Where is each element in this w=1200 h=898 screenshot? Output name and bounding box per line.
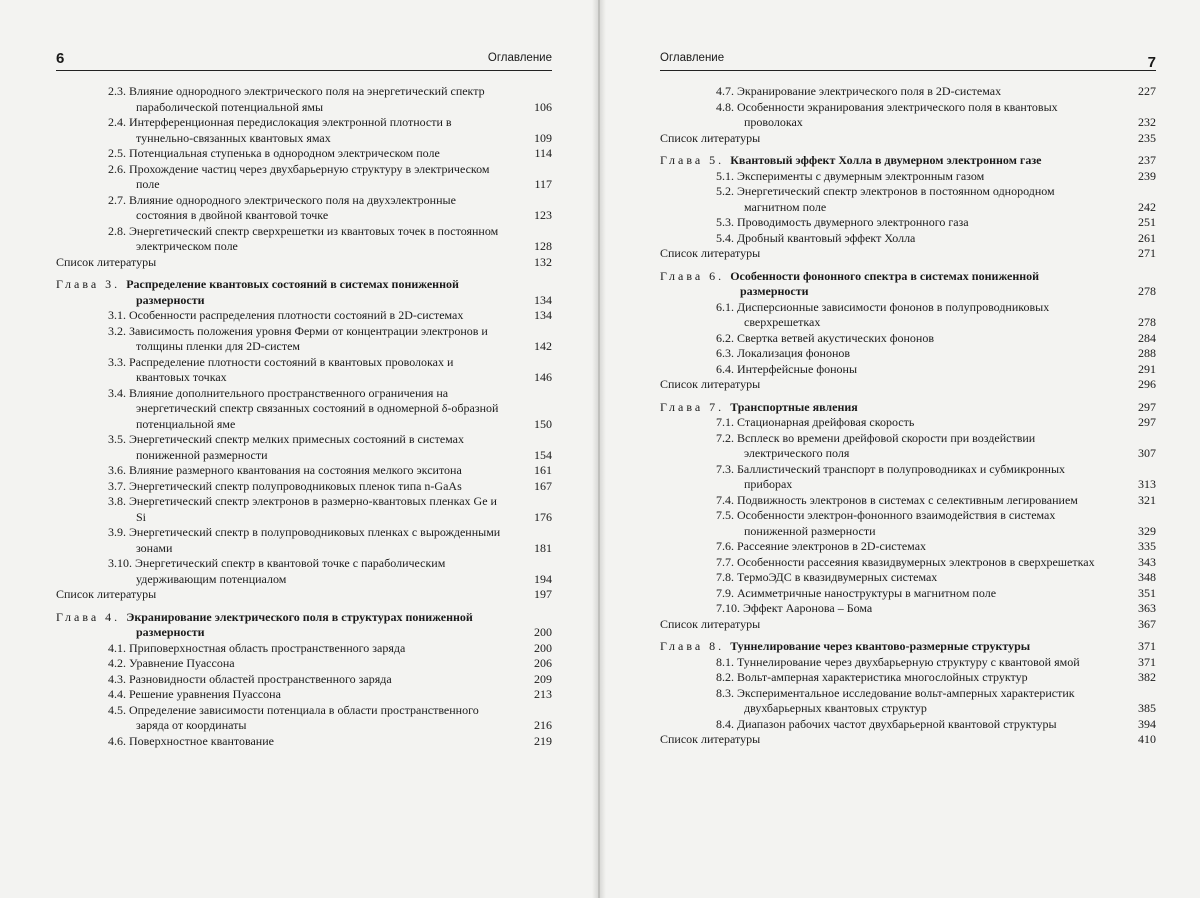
chapter-label: Глава 4. <box>56 609 127 624</box>
references-title: Список литературы <box>660 616 761 631</box>
toc-page-number: 394 <box>1138 716 1156 731</box>
section-number: 3.9. <box>108 525 129 539</box>
section-title: Свертка ветвей акустических фононов <box>737 330 934 345</box>
toc-chapter <box>660 400 1156 416</box>
chapter-label: Глава 5. <box>660 153 731 167</box>
toc-page-number: 232 <box>1138 115 1156 129</box>
section-title: Экранирование электрического поля в 2D-системах <box>737 84 1002 98</box>
toc-section <box>56 463 552 479</box>
section-number: 3.8. <box>108 494 129 508</box>
section-number: 8.1. <box>716 654 737 669</box>
toc-page-number: 335 <box>1138 539 1156 553</box>
section-title: Рассеяние электронов в 2D-системах <box>737 539 927 553</box>
toc-section <box>660 570 1156 586</box>
page-header <box>56 48 552 71</box>
toc-page-number: 154 <box>534 447 552 462</box>
references-title: Список литературы <box>660 246 761 260</box>
section-title: Дробный квантовый эффект Холла <box>737 230 916 245</box>
toc-section <box>660 431 1156 462</box>
section-number: 5.3. <box>716 215 737 229</box>
toc-page-number: 117 <box>534 177 552 191</box>
toc-page-number: 367 <box>1138 616 1156 631</box>
section-number: 4.6. <box>108 733 129 748</box>
section-number: 3.2. <box>108 323 129 338</box>
toc-section <box>56 193 552 224</box>
toc-page-number: 134 <box>534 292 552 307</box>
section-number: 4.8. <box>716 99 737 114</box>
section-title: Влияние однородного электрического поля на двухэлектронные состояния в двойной квантовой точке <box>129 192 456 222</box>
toc-section <box>56 162 552 193</box>
toc-page-number: 251 <box>1138 215 1156 229</box>
section-number: 4.5. <box>108 702 129 717</box>
section-title: Баллистический транспорт в полупроводниках и субмикронных приборах <box>737 461 1066 491</box>
section-number: 2.4. <box>108 115 129 129</box>
references-title: Список литературы <box>660 732 761 746</box>
section-title: Энергетический спектр мелких примесных состояний в системах пониженной размерности <box>129 432 464 462</box>
table-of-contents <box>56 84 552 749</box>
toc-section <box>56 703 552 734</box>
section-number: 2.5. <box>108 146 129 160</box>
section-number: 7.5. <box>716 508 737 522</box>
toc-chapter <box>56 610 552 641</box>
section-title: Вольт-амперная характеристика многослойных структур <box>737 670 1028 684</box>
toc-section <box>660 717 1156 733</box>
toc-section <box>660 215 1156 231</box>
toc-section <box>56 324 552 355</box>
section-number: 3.6. <box>108 463 129 477</box>
section-number: 3.5. <box>108 432 129 446</box>
section-number: 4.4. <box>108 687 129 701</box>
toc-section <box>56 84 552 115</box>
toc-page-number: 106 <box>534 99 552 114</box>
chapter-title: Особенности фононного спектра в системах пониженной размерности <box>730 268 1040 298</box>
toc-page-number: 410 <box>1138 732 1156 746</box>
toc-page-number: 176 <box>534 509 552 524</box>
toc-section <box>56 641 552 657</box>
toc-page-number: 216 <box>534 718 552 732</box>
section-number: 7.8. <box>716 570 737 584</box>
chapter-label: Глава 6. <box>660 268 731 283</box>
toc-page-number: 219 <box>534 733 552 748</box>
toc-section <box>56 386 552 433</box>
section-number: 6.2. <box>716 330 737 345</box>
section-title: Особенности распределения плотности состояний в 2D-системах <box>129 308 464 322</box>
toc-section <box>660 362 1156 378</box>
references-title: Список литературы <box>56 587 157 601</box>
toc-section <box>56 525 552 556</box>
toc-section <box>56 687 552 703</box>
toc-page-number: 181 <box>534 540 552 555</box>
section-title: Туннелирование через двухбарьерную структуру с квантовой ямой <box>737 654 1080 669</box>
toc-section <box>56 308 552 324</box>
toc-page-number: 297 <box>1138 415 1156 429</box>
toc-section <box>660 601 1156 617</box>
section-title: Решение уравнения Пуассона <box>129 687 281 701</box>
toc-section <box>660 586 1156 602</box>
toc-page-number: 109 <box>534 130 552 145</box>
section-title: Проводимость двумерного электронного газа <box>737 215 969 229</box>
toc-references <box>660 377 1156 393</box>
toc-page-number: 239 <box>1138 168 1156 183</box>
section-title: Подвижность электронов в системах с селективным легированием <box>737 492 1078 507</box>
toc-page-number: 297 <box>1138 399 1156 414</box>
toc-section <box>660 231 1156 247</box>
toc-section <box>660 655 1156 671</box>
toc-page-number: 382 <box>1138 670 1156 684</box>
section-number: 5.1. <box>716 168 737 183</box>
references-title: Список литературы <box>660 130 761 145</box>
toc-page-number: 363 <box>1138 601 1156 615</box>
chapter-title: Квантовый эффект Холла в двумерном электронном газе <box>730 153 1042 167</box>
toc-section <box>56 355 552 386</box>
toc-section <box>660 415 1156 431</box>
section-title: Дисперсионные зависимости фононов в полупроводниковых сверхрешетках <box>737 299 1050 329</box>
toc-page-number: 237 <box>1138 153 1156 167</box>
toc-page-number: 200 <box>534 625 552 639</box>
section-title: Энергетический спектр в полупроводниковых пленках с вырожденными зонами <box>129 525 501 555</box>
toc-section <box>660 331 1156 347</box>
toc-page-number: 114 <box>534 146 552 160</box>
toc-page-number: 167 <box>534 478 552 493</box>
section-number: 2.3. <box>108 84 129 98</box>
toc-section <box>660 300 1156 331</box>
section-number: 7.3. <box>716 461 737 476</box>
toc-page-number: 291 <box>1138 361 1156 376</box>
toc-page-number: 307 <box>1138 446 1156 460</box>
toc-section <box>56 479 552 495</box>
toc-page-number: 288 <box>1138 346 1156 360</box>
section-number: 4.2. <box>108 656 129 670</box>
book-gutter <box>592 0 606 898</box>
section-number: 6.1. <box>716 299 737 314</box>
toc-section <box>660 346 1156 362</box>
toc-section <box>660 686 1156 717</box>
section-number: 3.4. <box>108 385 129 400</box>
toc-section <box>660 493 1156 509</box>
section-title: Особенности экранирования электрического поля в квантовых проволоках <box>737 99 1058 129</box>
section-title: Диапазон рабочих частот двухбарьерной квантовой структуры <box>737 716 1057 731</box>
section-number: 3.3. <box>108 354 129 369</box>
toc-chapter <box>660 639 1156 655</box>
section-number: 3.1. <box>108 308 129 322</box>
toc-references <box>660 131 1156 147</box>
section-title: Энергетический спектр полупроводниковых пленок типа n-GaAs <box>129 478 462 493</box>
toc-page-number: 385 <box>1138 701 1156 715</box>
section-title: Прохождение частиц через двухбарьерную структуру в электрическом поле <box>129 161 490 191</box>
toc-page-number: 271 <box>1138 246 1156 260</box>
toc-page-number: 284 <box>1138 330 1156 345</box>
section-number: 4.7. <box>716 84 737 98</box>
section-title: Энергетический спектр в квантовой точке с параболическим удерживающим потенциалом <box>135 556 446 586</box>
toc-page-number: 206 <box>534 656 552 670</box>
toc-section <box>660 539 1156 555</box>
toc-chapter <box>56 277 552 308</box>
toc-section <box>56 432 552 463</box>
section-number: 8.2. <box>716 670 737 684</box>
section-title: Уравнение Пуассона <box>129 656 235 670</box>
toc-section <box>660 100 1156 131</box>
section-number: 4.1. <box>108 640 129 655</box>
section-title: Приповерхностная область пространственного заряда <box>129 640 406 655</box>
toc-page-number: 150 <box>534 416 552 431</box>
toc-section <box>56 734 552 750</box>
toc-references <box>56 587 552 603</box>
section-title: Разновидности областей пространственного заряда <box>129 671 392 686</box>
section-title: Энергетический спектр сверхрешетки из квантовых точек в постоянном электрическом поле <box>129 223 499 253</box>
toc-page-number: 321 <box>1138 492 1156 507</box>
chapter-title: Туннелирование через квантово-размерные структуры <box>730 639 1031 653</box>
toc-page-number: 235 <box>1138 130 1156 145</box>
section-title: Стационарная дрейфовая скорость <box>737 415 915 429</box>
toc-section <box>660 670 1156 686</box>
toc-page-number: 134 <box>534 308 552 322</box>
section-title: Поверхностное квантование <box>129 733 274 748</box>
section-number: 2.7. <box>108 192 129 207</box>
section-number: 7.2. <box>716 430 737 445</box>
section-title: ТермоЭДС в квазидвумерных системах <box>737 570 938 584</box>
section-title: Локализация фононов <box>737 346 851 360</box>
section-title: Распределение плотности состояний в квантовых проволоках и квантовых точках <box>129 354 454 384</box>
section-title: Всплеск во времени дрейфовой скорости при воздействии электрического поля <box>737 430 1036 460</box>
toc-page-number: 123 <box>534 208 552 222</box>
section-number: 2.6. <box>108 161 129 176</box>
toc-page-number: 128 <box>534 239 552 253</box>
toc-section <box>660 508 1156 539</box>
section-number: 7.10. <box>716 601 743 615</box>
toc-chapter <box>660 269 1156 300</box>
toc-section <box>660 84 1156 100</box>
chapter-title: Экранирование электрического поля в структурах пониженной размерности <box>126 609 473 639</box>
section-title: Эксперименты с двумерным электронным газом <box>737 168 985 183</box>
section-title: Эффект Ааронова – Бома <box>743 601 873 615</box>
toc-page-number: 351 <box>1138 585 1156 600</box>
toc-page-number: 197 <box>534 587 552 601</box>
section-number: 7.9. <box>716 585 737 600</box>
section-title: Экспериментальное исследование вольт-амперных характеристик двухбарьерных квантовых структур <box>737 685 1075 715</box>
toc-section <box>660 555 1156 571</box>
section-title: Влияние размерного квантования на состояния мелкого экситона <box>129 463 462 477</box>
section-title: Энергетический спектр электронов в размерно-квантовых пленках Ge и Si <box>129 494 497 524</box>
section-title: Зависимость положения уровня Ферми от концентрации электронов и толщины пленки для 2D-систем <box>129 323 488 353</box>
toc-page-number: 132 <box>534 254 552 269</box>
table-of-contents <box>660 84 1156 748</box>
toc-page-number: 209 <box>534 671 552 686</box>
toc-section <box>660 462 1156 493</box>
toc-page-number: 371 <box>1138 639 1156 653</box>
running-title: Оглавление <box>660 52 725 64</box>
references-title: Список литературы <box>56 254 157 269</box>
section-number: 3.10. <box>108 556 135 570</box>
section-number: 7.7. <box>716 554 737 569</box>
section-title: Влияние однородного электрического поля на энергетический спектр параболической потенциальной ямы <box>129 84 485 114</box>
section-title: Особенности рассеяния квазидвумерных электронов в сверхрешетках <box>737 554 1095 569</box>
toc-section <box>56 146 552 162</box>
section-number: 5.2. <box>716 184 737 198</box>
toc-page-number: 242 <box>1138 199 1156 214</box>
section-number: 2.8. <box>108 223 129 238</box>
toc-page-number: 313 <box>1138 477 1156 491</box>
toc-page-number: 348 <box>1138 570 1156 584</box>
toc-page-number: 329 <box>1138 523 1156 538</box>
toc-chapter <box>660 153 1156 169</box>
chapter-title: Транспортные явления <box>730 399 858 414</box>
chapter-label: Глава 7. <box>660 399 731 414</box>
section-number: 7.1. <box>716 415 737 429</box>
section-number: 6.3. <box>716 346 737 360</box>
section-number: 4.3. <box>108 671 129 686</box>
chapter-label: Глава 8. <box>660 639 731 653</box>
toc-section <box>660 169 1156 185</box>
toc-page-number: 142 <box>534 339 552 353</box>
page-header <box>660 48 1156 71</box>
toc-page-number: 200 <box>534 640 552 655</box>
toc-section <box>56 656 552 672</box>
toc-page-number: 278 <box>1138 284 1156 298</box>
toc-references <box>660 617 1156 633</box>
toc-page-number: 213 <box>534 687 552 701</box>
toc-page-number: 194 <box>534 571 552 586</box>
toc-page-number: 371 <box>1138 654 1156 669</box>
toc-page-number: 227 <box>1138 84 1156 98</box>
chapter-label: Глава 3. <box>56 277 127 291</box>
toc-page-number: 261 <box>1138 230 1156 245</box>
section-number: 7.6. <box>716 539 737 553</box>
toc-section <box>56 224 552 255</box>
section-title: Интерференционная передислокация электронной плотности в туннельно-связанных квантовых ямах <box>129 115 452 145</box>
toc-references <box>56 255 552 271</box>
toc-page-number: 146 <box>534 370 552 384</box>
section-title: Энергетический спектр электронов в постоянном однородном магнитном поле <box>737 184 1055 214</box>
section-title: Определение зависимости потенциала в области пространственного заряда от координаты <box>129 702 479 732</box>
toc-references <box>660 246 1156 262</box>
section-number: 3.7. <box>108 478 129 493</box>
section-title: Потенциальная ступенька в однородном электрическом поле <box>129 146 440 160</box>
section-number: 7.4. <box>716 492 737 507</box>
section-number: 6.4. <box>716 361 737 376</box>
section-number: 5.4. <box>716 230 737 245</box>
toc-section <box>56 115 552 146</box>
references-title: Список литературы <box>660 377 761 391</box>
section-number: 8.3. <box>716 685 737 700</box>
toc-section <box>56 556 552 587</box>
page-number: 7 <box>1147 54 1156 71</box>
toc-references <box>660 732 1156 748</box>
running-title: Оглавление <box>487 52 552 64</box>
section-title: Интерфейсные фононы <box>737 361 857 376</box>
page-number: 6 <box>56 50 65 67</box>
section-title: Влияние дополнительного пространственного ограничения на энергетический спектр связанных состояний в одномерной δ-образной потенциальной яме <box>129 385 499 431</box>
toc-page-number: 161 <box>534 463 552 477</box>
section-number: 8.4. <box>716 716 737 731</box>
section-title: Асимметричные наноструктуры в магнитном поле <box>737 585 997 600</box>
toc-section <box>660 184 1156 215</box>
toc-section <box>56 672 552 688</box>
toc-page-number: 343 <box>1138 554 1156 569</box>
toc-page-number: 296 <box>1138 377 1156 391</box>
toc-page-number: 278 <box>1138 315 1156 329</box>
chapter-title: Распределение квантовых состояний в системах пониженной размерности <box>126 277 459 307</box>
toc-section <box>56 494 552 525</box>
section-title: Особенности электрон-фононного взаимодействия в системах пониженной размерности <box>737 508 1056 538</box>
